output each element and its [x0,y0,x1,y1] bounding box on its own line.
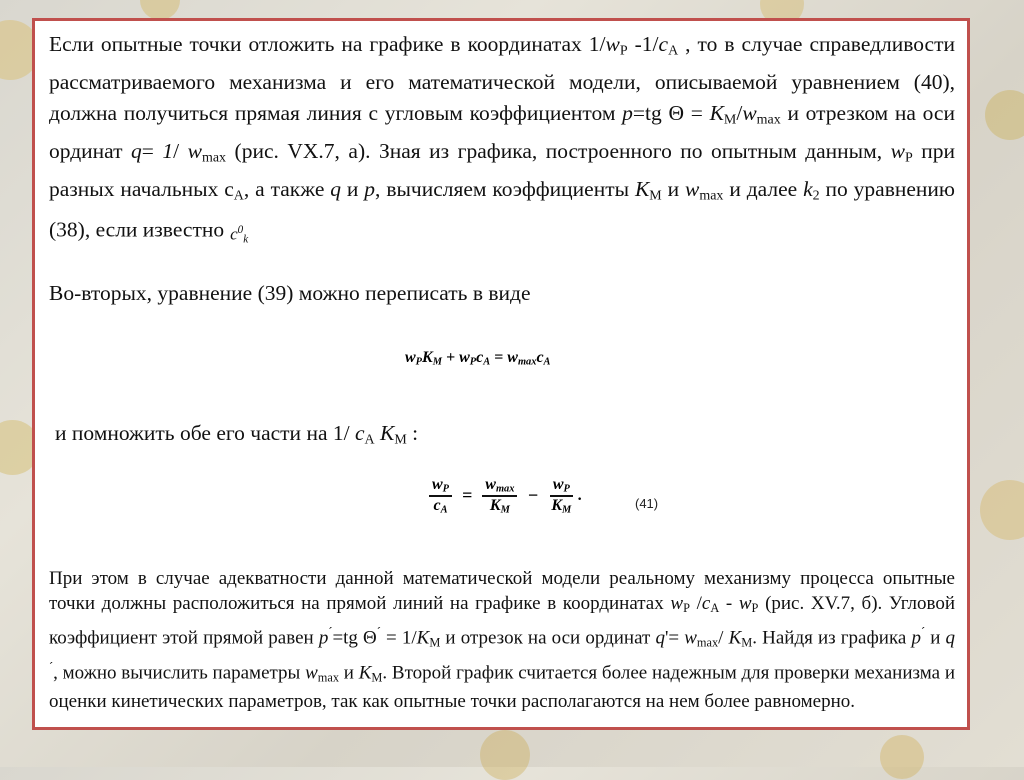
paragraph-2: Во-вторых, уравнение (39) можно переписать в виде [49,281,531,305]
background-decoration [480,730,530,780]
minus-sign: − [527,485,539,506]
fraction-1: $\frac{w_P}{c_A}$ [429,476,452,515]
background-decoration [880,735,924,779]
paragraph-4: При этом в случае адекватности данной математической модели реальному механизму процесса опытные точки должны расположиться на прямой линий на графике в координатах $w_Р$ $/c_A - w_Р$ (рис. XV.7, б). Угловой коэффициент этой прямой равен p´=tg $\Theta^´ = 1/K_M$ и отрезок на оси ординат $q'= w_{max}/$ $K_M$. Найдя из графика p´ и q´, можно вычислить параметры $w_{max}$ и $K_M$. Второй график считается более надежным для проверки механизма и оценки кинетических параметров, так как опытные точки располагаются на нем более равномерно. [49,568,956,712]
ck0-symbol: $c^0_k$ [230,224,249,246]
equation-41 [425,476,582,515]
paragraph-3: и помножить обе его части на 1/ $c_A$ $K_M$ : [55,421,419,448]
equation-period: . [578,486,583,504]
equals-sign: = [462,485,473,506]
equation-number-41: (41) [635,496,659,511]
fraction-2: $\frac{w_{max}}{K_M}$ [482,476,517,515]
paragraph-1: Если опытные точки отложить на графике в координатах $1/w_Р$ $-1/c_A$ , то в случае справедливости рассматриваемого механизма и его математической модели, описываемой уравнением (40), должна получиться прямая линия с угловым коэффициентом p=tg $\Theta = K_M/w_{max}$ и отрезком на оси ординат q= 1/ $w_{max}$ (рис. VX.7, а). Зная из графика, построенного по опытным данным, $w_Р$ при разных начальных $с_A$, а также q и p, вычисляем коэффициенты $K_M$ и $w_{max}$ и далее $k_2$ по уравнению (38), если известно $c^0_k$ [49,29,955,253]
background-decoration [985,90,1024,140]
slide-content-panel [32,18,970,730]
background-decoration [140,0,180,20]
background-decoration [980,480,1024,540]
fraction-3: $\frac{w_P}{K_M}$ [551,476,572,516]
equation-40: $w_PK_M + w_Pc_A = w_{max}c_A$ [405,349,551,368]
